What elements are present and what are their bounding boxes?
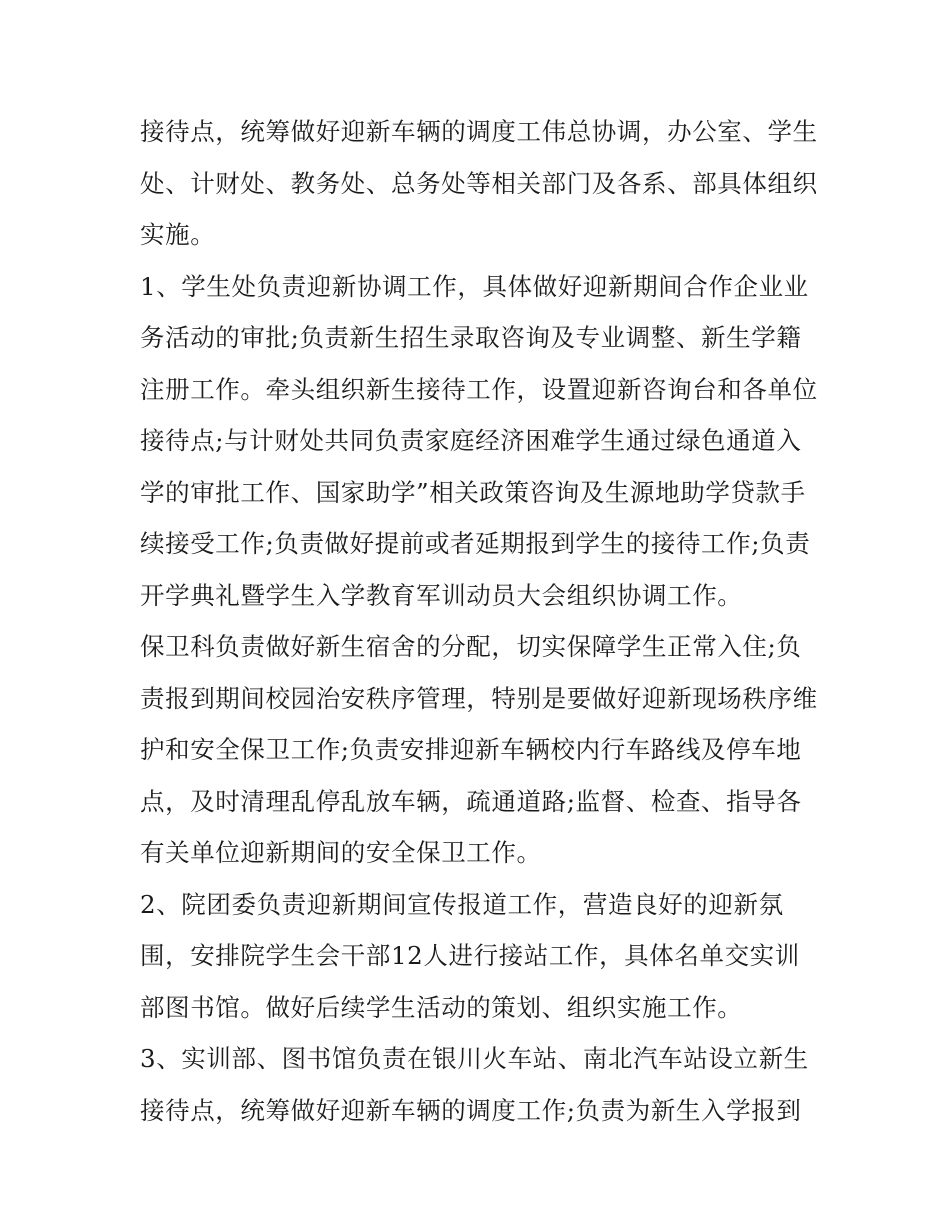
text-line: 点，及时清理乱停乱放车辆，疏通道路;监督、检查、指导各 bbox=[140, 786, 802, 816]
text-line: 1、学生处负责迎新协调工作，具体做好迎新期间合作企业业 bbox=[140, 271, 809, 301]
text-line: 3、实训部、图书馆负责在银川火车站、南北汽车站设立新生 bbox=[140, 1044, 809, 1073]
text-line: 责报到期间校园治安秩序管理，特别是要做好迎新现场秩序维 bbox=[140, 683, 818, 713]
text-line: 护和安全保卫工作;负责安排迎新车辆校内行车路线及停车地 bbox=[140, 735, 802, 764]
text-line: 保卫科负责做好新生宿舍的分配，切实保障学生正常入住;负 bbox=[140, 632, 802, 661]
text-line: 围，安排院学生会干部12人进行接站工作，具体名单交实训 bbox=[140, 941, 800, 970]
text-line: 注册工作。牵头组织新生接待工作，设置迎新咨询台和各单位 bbox=[140, 374, 818, 404]
text-line: 接待点，统筹做好迎新车辆的调度工作;负责为新生入学报到 bbox=[140, 1095, 802, 1125]
text-line: 学的审批工作、国家助学”相关政策咨询及生源地助学贷款手 bbox=[140, 477, 806, 507]
text-line: 开学典礼暨学生入学教育军训动员大会组织协调工作。 bbox=[140, 580, 743, 610]
text-line: 处、计财处、教务处、总务处等相关部门及各系、部具体组织 bbox=[140, 168, 818, 198]
text-line: 2、院团委负责迎新期间宣传报道工作，营造良好的迎新氛 bbox=[140, 889, 784, 919]
document-page bbox=[140, 106, 830, 1136]
text-line: 有关单位迎新期间的安全保卫工作。 bbox=[140, 838, 542, 867]
text-line: 续接受工作;负责做好提前或者延期报到学生的接待工作;负责 bbox=[140, 529, 811, 558]
text-line: 实施。 bbox=[140, 220, 216, 249]
text-line: 接待点;与计财处共同负责家庭经济困难学生通过绿色通道入 bbox=[140, 426, 802, 455]
text-line: 接待点，统筹做好迎新车辆的调度工伟总协调，办公室、学生 bbox=[140, 117, 818, 146]
text-line: 部图书馆。做好后续学生活动的策划、组织实施工作。 bbox=[140, 992, 743, 1022]
text-line: 务活动的审批;负责新生招生录取咨询及专业调整、新生学籍 bbox=[140, 323, 802, 352]
